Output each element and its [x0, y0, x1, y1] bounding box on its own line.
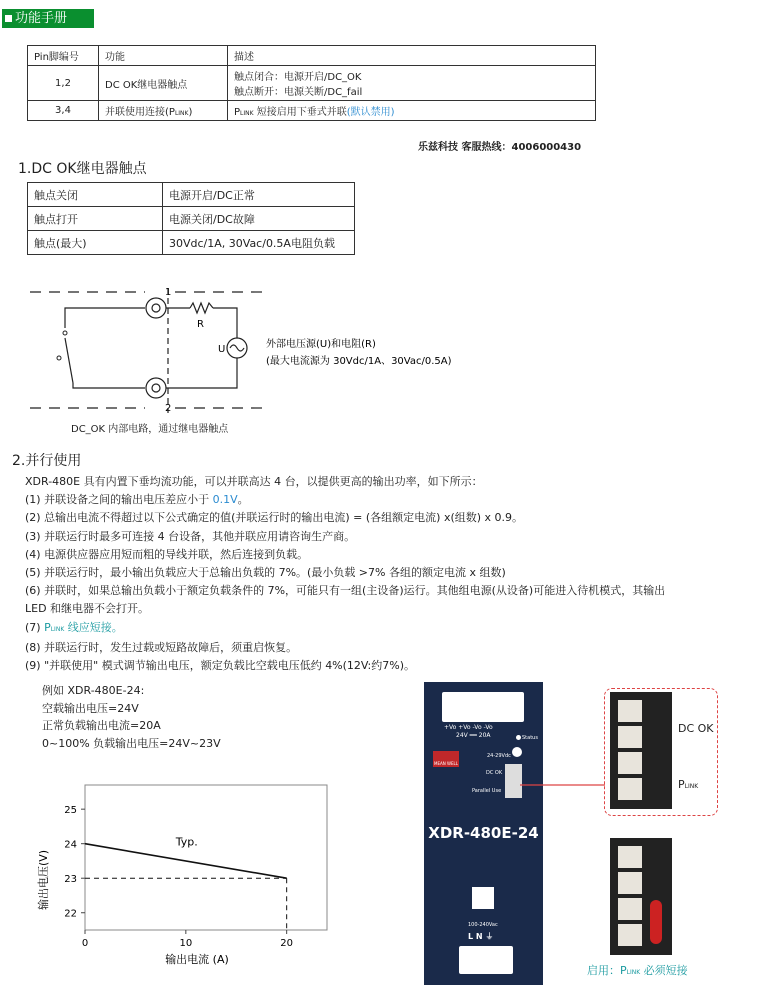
plink-photo-label: PLINK [678, 778, 699, 791]
vadj-label: 24-29Vdc [487, 753, 511, 759]
pin-header: Pin脚编号 [28, 46, 99, 66]
example-line: 例如 XDR-480E-24: [42, 684, 145, 697]
list-item: XDR-480E 具有内置下垂均流功能，可以并联高达 4 台，以提供更高的输出功率，如下所示： [25, 475, 483, 488]
terminal-slot [618, 846, 642, 868]
pin2-label: 2 [165, 403, 172, 414]
terminal-slot [618, 872, 642, 894]
dcok-photo-label: DC OK [678, 722, 714, 735]
square-icon [5, 15, 12, 22]
terminal-slot [618, 726, 642, 748]
function-cell: DC OK继电器触点 [99, 66, 228, 101]
top-terminal-window [442, 692, 524, 722]
list-item: (1) 并联设备之间的输出电压差应小于 0.1V。 [25, 493, 249, 507]
description-cell [228, 66, 596, 101]
qr-code-icon [472, 887, 494, 909]
y-tick-label: 23 [64, 874, 77, 886]
example-line: 空载输出电压=24V [42, 701, 139, 715]
max-current-label: (最大电流源为 30Vdc/1A、30Vac/0.5A) [266, 356, 452, 367]
function-cell: 并联使用连接(PLINK) [99, 101, 228, 121]
pin-table [27, 45, 596, 121]
relay-value: 电源开启/DC正常 [163, 183, 355, 207]
bottom-terminal-window [459, 946, 513, 974]
external-source-label: 外部电压源(U)和电阻(R) [266, 339, 376, 350]
list-item: LED 和继电器不会打开。 [25, 602, 150, 616]
relay-key: 触点(最大) [28, 231, 163, 255]
hotline-text: 乐兹科技 客服热线：4006000430 [418, 142, 582, 153]
y-tick-label: 22 [64, 908, 77, 920]
section-header [2, 9, 94, 28]
ac-terminal-label: L N ⏚ [468, 932, 494, 941]
ac-label: 100-240Vac [468, 922, 498, 928]
header-title: 功能手册 [15, 11, 68, 26]
series-line [85, 844, 287, 879]
terminal-slot [618, 924, 642, 946]
relay-key: 触点关闭 [28, 183, 163, 207]
device-front-panel [424, 682, 543, 985]
list-item: (2) 总输出电流不得超过以下公式确定的值(并联运行时的输出电流) = (各组额定电流) x(组数) x 0.9。 [25, 511, 524, 525]
brand-logo: MEAN WELL [433, 751, 459, 767]
x-tick-label: 20 [280, 938, 294, 949]
enable-caption: 启用：PLINK 必须短接 [587, 964, 688, 977]
description-header: 描述 [228, 46, 596, 66]
pin1-label: 1 [165, 287, 172, 298]
voltage-current-chart [35, 780, 345, 975]
relay-circuit-diagram [25, 283, 475, 418]
resistor-label: R [197, 319, 204, 330]
pin-cell: 1,2 [28, 66, 99, 101]
series-annotation: Typ. [175, 835, 198, 849]
status-led-icon [516, 735, 521, 740]
status-label: Status [522, 735, 538, 741]
example-line: 0~100% 负载输出电压=24V~23V [42, 736, 221, 750]
terminal-slot [618, 778, 642, 800]
y-tick-label: 25 [64, 805, 77, 817]
list-item: (9) "并联使用" 模式调节输出电压，额定负载比空载电压低约 4%(12V:约7%)。 [25, 659, 416, 673]
circuit-caption: DC_OK 内部电路，通过继电器触点 [71, 424, 229, 435]
list-item: (6) 并联时，如果总输出负载小于额定负载条件的 7%，可能只有一组(主设备)运行。其他组电源(从设备)可能进入待机模式，其输出 [25, 584, 666, 598]
dcok-small-label: DC OK [486, 770, 503, 776]
description-cell: PLINK 短接启用下垂式并联(默认禁用) [228, 101, 596, 121]
x-tick-label: 10 [179, 938, 193, 949]
y-tick-label: 24 [64, 839, 77, 851]
list-item: (7) PLINK 线应短接。 [25, 620, 123, 634]
terminal-photo [610, 692, 672, 809]
section-title: 2.并行使用 [12, 453, 82, 469]
vo-labels: +Vo +Vo -Vo -Vo [444, 724, 493, 731]
pin-cell: 3,4 [28, 101, 99, 121]
terminal-slot [618, 752, 642, 774]
relay-table [27, 182, 355, 255]
section-title: 1.DC OK继电器触点 [18, 161, 147, 177]
source-label: U [218, 344, 226, 355]
example-block [42, 682, 221, 752]
model-label: XDR-480E-24 [428, 824, 539, 842]
desc-line: 触点闭合：电源开启/DC_OK [234, 72, 362, 83]
spec-label: 24V ══ 20A [456, 732, 491, 739]
relay-value: 电源关闭/DC故障 [163, 207, 355, 231]
y-axis-label: 输出电压(V) [37, 849, 50, 911]
terminal-slot [618, 700, 642, 722]
list-item: (8) 并联运行时，发生过载或短路故障后，须重启恢复。 [25, 640, 298, 654]
parallel-small-label: Parallel Use [472, 788, 502, 794]
relay-value: 30Vdc/1A, 30Vac/0.5A电阻负载 [163, 231, 355, 255]
example-line: 正常负载输出电流=20A [42, 719, 161, 732]
terminal-slot [618, 898, 642, 920]
desc-line: 触点断开：电源关断/DC_fail [234, 87, 363, 98]
red-jumper-wire [650, 900, 662, 944]
terminal-photo-jumper [610, 838, 672, 955]
x-tick-label: 0 [81, 938, 89, 949]
relay-key: 触点打开 [28, 207, 163, 231]
plot-frame [85, 785, 327, 930]
list-item: (4) 电源供应器应用短而粗的导线并联，然后连接到负载。 [25, 547, 309, 561]
list-item: (5) 并联运行时，最小输出负载应大于总输出负载的 7%。(最小负载 >7% 各组的额定电流 x 组数) [25, 566, 506, 580]
list-item: (3) 并联运行时最多可连接 4 台设备，其他并联应用请咨询生产商。 [25, 529, 356, 543]
x-axis-label: 输出电流 (A) [165, 953, 229, 966]
function-header: 功能 [99, 46, 228, 66]
parallel-list [25, 473, 755, 675]
